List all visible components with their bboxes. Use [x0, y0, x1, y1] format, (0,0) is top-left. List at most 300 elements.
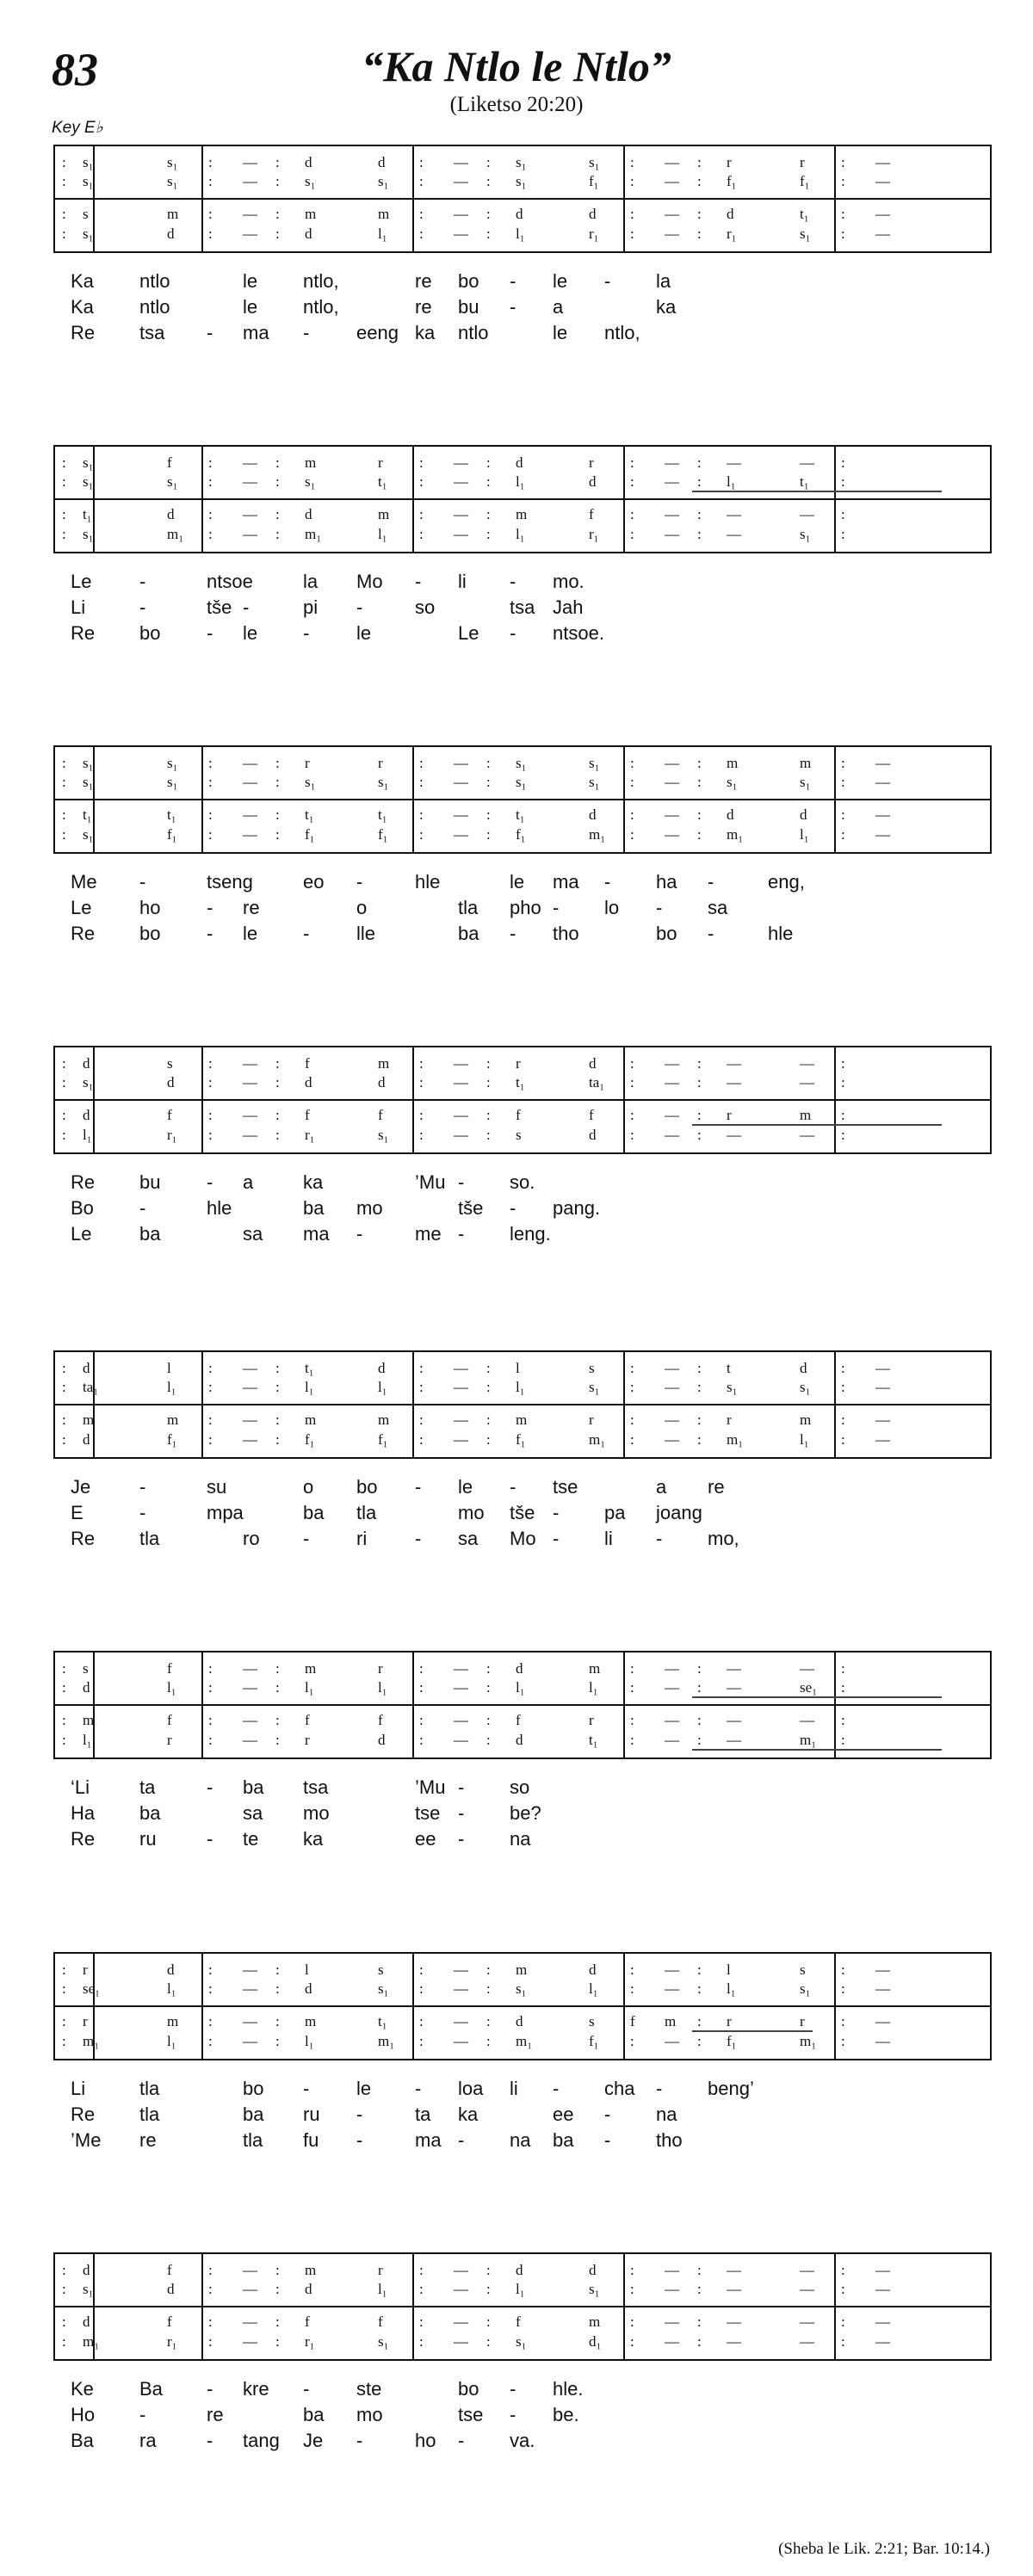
note-syllable: : — [208, 1074, 213, 1090]
note-syllable: — — [454, 206, 468, 222]
note-syllable: m — [305, 1660, 317, 1677]
note-syllable: : — [208, 2262, 213, 2278]
note-syllable: : — [486, 755, 491, 771]
note-syllable: : — [62, 506, 66, 522]
note-syllable: : — [841, 1074, 845, 1090]
note-syllable: : — [486, 1980, 491, 1997]
lyric-syllable: tse — [415, 1802, 441, 1824]
lyric-syllable: Ba — [139, 2378, 163, 2400]
note-syllable: : — [841, 2262, 845, 2278]
note-syllable: — — [243, 225, 257, 242]
note-syllable: r — [727, 2013, 732, 2029]
note-syllable: : — [697, 1412, 702, 1428]
note-syllable: : — [62, 1127, 66, 1143]
note-syllable: : — [697, 826, 702, 843]
note-syllable: se₁ — [800, 1679, 818, 1696]
lyric-line — [53, 2404, 992, 2430]
lyric-syllable: - — [139, 2404, 146, 2425]
note-syllable: m — [378, 1412, 390, 1428]
note-syllable: : — [208, 1379, 213, 1395]
note-syllable: — — [243, 173, 257, 189]
note-syllable: l₁ — [378, 225, 387, 242]
lyric-syllable: - — [553, 2078, 560, 2099]
lyric-syllable: - — [207, 2430, 213, 2451]
lyric-line — [53, 1502, 992, 1528]
note-syllable: — — [454, 1679, 468, 1696]
note-syllable: d — [83, 1679, 90, 1696]
note-syllable: — — [454, 1360, 468, 1376]
staff-box — [53, 745, 992, 854]
note-syllable: — — [454, 1980, 468, 1997]
note-syllable: d — [83, 1431, 90, 1448]
note-syllable: s₁ — [516, 154, 527, 170]
note-syllable: : — [486, 1055, 491, 1072]
note-syllable: : — [630, 826, 634, 843]
lyric-syllable: ka — [415, 322, 436, 343]
lyric-syllable: beng’ — [708, 2078, 754, 2099]
lyric-syllable: ma — [303, 1223, 330, 1245]
note-syllable: : — [630, 2262, 634, 2278]
note-syllable: : — [630, 1732, 634, 1748]
note-syllable: : — [841, 1127, 845, 1143]
lyric-syllable: Le — [71, 897, 92, 918]
note-syllable: : — [275, 1107, 280, 1123]
lyric-syllable: - — [207, 322, 213, 343]
note-syllable: : — [486, 2262, 491, 2278]
note-syllable: : — [697, 206, 702, 222]
lyric-syllable: Re — [71, 1828, 96, 1850]
lyric-syllable: - — [356, 2430, 363, 2451]
lyric-syllable: - — [139, 871, 146, 893]
note-syllable: : — [208, 1412, 213, 1428]
lyric-syllable: - — [604, 871, 611, 893]
note-syllable: f — [378, 1712, 383, 1728]
note-syllable: — — [875, 2033, 890, 2049]
note-syllable: : — [697, 1107, 702, 1123]
note-syllable: : — [841, 1961, 845, 1978]
note-syllable: — — [665, 173, 679, 189]
note-syllable: r — [727, 1412, 732, 1428]
lyric-syllable: a — [553, 296, 564, 318]
lyric-syllable: ba — [303, 1197, 325, 1219]
note-syllable: — — [454, 1412, 468, 1428]
note-syllable: — — [800, 1055, 814, 1072]
lyric-syllable: le — [356, 622, 372, 644]
note-syllable: : — [486, 806, 491, 823]
note-syllable: s₁ — [167, 774, 178, 790]
note-syllable: d — [800, 806, 807, 823]
note-syllable: f₁ — [167, 1431, 177, 1448]
note-syllable: — — [454, 1660, 468, 1677]
note-syllable: s₁ — [305, 774, 316, 790]
note-syllable: d — [378, 1360, 386, 1376]
note-syllable: — — [454, 1712, 468, 1728]
note-syllable: : — [841, 826, 845, 843]
note-syllable: s₁ — [167, 755, 178, 771]
lyric-syllable: re — [415, 270, 432, 292]
note-syllable: : — [486, 2281, 491, 2297]
lyric-syllable: - — [356, 2129, 363, 2151]
lyric-line — [53, 2129, 992, 2155]
note-syllable: s₁ — [305, 473, 316, 490]
lyric-syllable: be. — [553, 2404, 579, 2425]
lyric-syllable: - — [553, 1502, 560, 1523]
lyric-syllable: ’Mu — [415, 1776, 446, 1798]
note-syllable: r₁ — [727, 225, 737, 242]
note-syllable: : — [275, 1660, 280, 1677]
note-syllable: l₁ — [378, 1679, 387, 1696]
note-syllable: f — [305, 1055, 310, 1072]
note-syllable: r₁ — [167, 2333, 177, 2350]
note-syllable: r — [167, 1732, 172, 1748]
lyric-syllable: ste — [356, 2378, 382, 2400]
lyric-syllable: tho — [656, 2129, 683, 2151]
lyric-syllable: la — [656, 270, 671, 292]
tie-line — [692, 1696, 942, 1698]
lyric-syllable: o — [356, 897, 368, 918]
lyric-syllable: - — [303, 923, 310, 944]
note-syllable: s₁ — [83, 154, 94, 170]
lyric-syllable: hle — [768, 923, 794, 944]
lyric-syllable: - — [139, 596, 146, 618]
note-syllable: : — [208, 1660, 213, 1677]
lyric-syllable: a — [243, 1171, 254, 1193]
lyric-syllable: - — [458, 2129, 465, 2151]
note-syllable: s₁ — [83, 1074, 94, 1090]
note-syllable: d — [589, 1127, 597, 1143]
note-syllable: s — [167, 1055, 173, 1072]
lyric-syllable: le — [243, 270, 258, 292]
note-syllable: d — [589, 473, 597, 490]
note-syllable: : — [486, 454, 491, 471]
note-syllable: : — [275, 1379, 280, 1395]
note-syllable: : — [486, 1127, 491, 1143]
note-syllable: : — [841, 1107, 845, 1123]
note-syllable: — — [875, 1412, 890, 1428]
note-syllable: d — [727, 206, 734, 222]
note-syllable: s₁ — [516, 774, 527, 790]
staff-divider — [55, 1704, 990, 1706]
note-syllable: m — [800, 1107, 812, 1123]
staff-box — [53, 1046, 992, 1154]
note-syllable: : — [62, 1431, 66, 1448]
note-syllable: : — [275, 1431, 280, 1448]
note-syllable: f₁ — [305, 826, 315, 843]
lyric-syllable: bu — [458, 296, 479, 318]
note-syllable: m — [800, 1412, 812, 1428]
note-syllable: — — [800, 2333, 814, 2350]
lyric-line — [53, 596, 992, 622]
note-syllable: — — [454, 1431, 468, 1448]
note-syllable: : — [62, 1055, 66, 1072]
lyric-line — [53, 571, 992, 596]
lyric-syllable: tsa — [139, 322, 165, 343]
note-syllable: : — [275, 774, 280, 790]
note-syllable: : — [841, 225, 845, 242]
note-syllable: : — [419, 1074, 424, 1090]
note-syllable: d — [83, 1107, 90, 1123]
lyric-syllable: kre — [243, 2378, 269, 2400]
note-syllable: — — [243, 1412, 257, 1428]
note-syllable: r — [589, 1412, 594, 1428]
note-syllable: s₁ — [167, 154, 178, 170]
lyric-syllable: Ba — [71, 2430, 94, 2451]
note-syllable: — — [454, 506, 468, 522]
lyric-syllable: ra — [139, 2430, 157, 2451]
lyric-syllable: - — [303, 1528, 310, 1549]
note-syllable: d — [516, 2262, 523, 2278]
note-syllable: r — [378, 454, 383, 471]
note-syllable: r₁ — [305, 2333, 315, 2350]
note-syllable: d — [305, 154, 312, 170]
note-syllable: m — [378, 1055, 390, 1072]
note-syllable: l₁ — [589, 1679, 598, 1696]
note-syllable: — — [243, 755, 257, 771]
lyric-syllable: - — [356, 596, 363, 618]
lyric-syllable: - — [356, 871, 363, 893]
note-syllable: t₁ — [800, 473, 809, 490]
lyric-syllable: mo, — [708, 1528, 739, 1549]
note-syllable: : — [275, 2333, 280, 2350]
note-syllable: : — [630, 2333, 634, 2350]
note-syllable: : — [697, 1431, 702, 1448]
lyric-syllable: - — [510, 622, 516, 644]
note-syllable: — — [454, 1732, 468, 1748]
note-syllable: l₁ — [378, 2281, 387, 2297]
note-syllable: m — [800, 755, 812, 771]
note-syllable: m₁ — [589, 826, 606, 843]
note-syllable: s₁ — [800, 1980, 811, 1997]
note-syllable: — — [875, 774, 890, 790]
note-syllable: : — [486, 2313, 491, 2330]
lyric-syllable: bo — [458, 270, 479, 292]
note-syllable: : — [486, 1379, 491, 1395]
lyric-syllable: ba — [303, 2404, 325, 2425]
note-syllable: — — [454, 755, 468, 771]
note-syllable: — — [665, 225, 679, 242]
note-syllable: : — [486, 774, 491, 790]
lyric-syllable: tla — [139, 2103, 160, 2125]
note-syllable: f — [167, 2262, 172, 2278]
note-syllable: m — [516, 506, 528, 522]
lyric-syllable: - — [303, 322, 310, 343]
note-syllable: : — [62, 755, 66, 771]
note-syllable: : — [419, 1360, 424, 1376]
note-syllable: : — [841, 473, 845, 490]
note-syllable: m₁ — [83, 2033, 100, 2049]
lyric-syllable: be? — [510, 1802, 541, 1824]
note-syllable: d — [83, 2313, 90, 2330]
lyric-syllable: ‘Li — [71, 1776, 90, 1798]
note-syllable: : — [630, 1679, 634, 1696]
lyric-syllable: eeng — [356, 322, 399, 343]
staff-divider — [55, 198, 990, 200]
note-syllable: : — [841, 1712, 845, 1728]
lyric-line — [53, 1476, 992, 1502]
note-syllable: s₁ — [727, 1379, 738, 1395]
note-syllable: — — [665, 473, 679, 490]
staff-box — [53, 2252, 992, 2361]
note-syllable: — — [454, 774, 468, 790]
lyric-syllable: a — [656, 1476, 667, 1498]
lyric-syllable: mo — [303, 1802, 330, 1824]
note-syllable: : — [486, 1074, 491, 1090]
note-syllable: : — [486, 154, 491, 170]
note-syllable: — — [454, 173, 468, 189]
note-syllable: s₁ — [378, 1980, 389, 1997]
note-syllable: t₁ — [378, 2013, 387, 2029]
note-syllable: : — [841, 454, 845, 471]
note-syllable: f₁ — [378, 826, 388, 843]
note-syllable: : — [630, 2033, 634, 2049]
lyric-syllable: le — [510, 871, 525, 893]
note-syllable: : — [697, 806, 702, 823]
note-syllable: : — [275, 2033, 280, 2049]
note-syllable: : — [630, 1412, 634, 1428]
note-syllable: : — [697, 1712, 702, 1728]
note-syllable: : — [630, 1712, 634, 1728]
note-syllable: : — [275, 2313, 280, 2330]
note-syllable: m₁ — [378, 2033, 395, 2049]
lyric-syllable: ba — [243, 2103, 264, 2125]
note-syllable: r — [378, 2262, 383, 2278]
note-syllable: : — [486, 2033, 491, 2049]
note-syllable: : — [630, 1074, 634, 1090]
note-syllable: : — [419, 2333, 424, 2350]
lyric-syllable: ba — [139, 1802, 161, 1824]
note-syllable: : — [275, 1961, 280, 1978]
note-syllable: t₁ — [800, 206, 809, 222]
note-syllable: s₁ — [589, 774, 600, 790]
note-syllable: m — [516, 1412, 528, 1428]
note-syllable: : — [275, 806, 280, 823]
hymn-title: “Ka Ntlo le Ntlo” — [362, 42, 671, 90]
note-syllable: : — [697, 473, 702, 490]
note-syllable: s₁ — [83, 173, 94, 189]
lyrics-block — [53, 270, 992, 348]
note-syllable: : — [62, 1679, 66, 1696]
note-syllable: : — [630, 806, 634, 823]
note-syllable: : — [62, 454, 66, 471]
note-syllable: : — [208, 1732, 213, 1748]
lyric-syllable: joang — [656, 1502, 702, 1523]
lyric-syllable: cha — [604, 2078, 635, 2099]
lyric-syllable: bo — [458, 2378, 479, 2400]
note-syllable: — — [665, 2281, 679, 2297]
note-syllable: : — [62, 1379, 66, 1395]
note-syllable: : — [62, 1660, 66, 1677]
lyric-syllable: sa — [243, 1802, 263, 1824]
note-syllable: — — [875, 826, 890, 843]
note-syllable: m₁ — [83, 2333, 100, 2350]
note-syllable: : — [419, 826, 424, 843]
note-syllable: — — [665, 2262, 679, 2278]
lyric-syllable: la — [303, 571, 319, 592]
note-syllable: : — [208, 826, 213, 843]
note-syllable: m — [167, 206, 179, 222]
staff-box — [53, 1350, 992, 1459]
note-syllable: : — [62, 2313, 66, 2330]
note-syllable: l₁ — [305, 2033, 314, 2049]
note-syllable: : — [62, 2262, 66, 2278]
lyric-syllable: ma — [415, 2129, 442, 2151]
note-syllable: : — [841, 1732, 845, 1748]
lyric-line — [53, 2103, 992, 2129]
note-syllable: d — [167, 225, 175, 242]
lyric-syllable: - — [139, 1502, 146, 1523]
staff-box — [53, 1651, 992, 1759]
note-syllable: — — [665, 1980, 679, 1997]
note-syllable: : — [630, 454, 634, 471]
note-syllable: : — [419, 1107, 424, 1123]
note-syllable: : — [841, 774, 845, 790]
lyric-syllable: - — [458, 1776, 465, 1798]
note-syllable: : — [275, 1732, 280, 1748]
note-syllable: — — [665, 1360, 679, 1376]
note-syllable: : — [62, 806, 66, 823]
note-syllable: — — [454, 806, 468, 823]
lyric-syllable: eo — [303, 871, 325, 893]
note-syllable: — — [243, 1431, 257, 1448]
note-syllable: — — [243, 154, 257, 170]
lyric-syllable: mo. — [553, 571, 585, 592]
note-syllable: m₁ — [516, 2033, 533, 2049]
staff-divider — [55, 2005, 990, 2007]
note-syllable: m — [83, 1412, 95, 1428]
lyric-syllable: o — [303, 1476, 314, 1498]
lyric-syllable: re — [708, 1476, 725, 1498]
lyric-syllable: li — [458, 571, 467, 592]
note-syllable: : — [275, 1980, 280, 1997]
note-syllable: : — [697, 2281, 702, 2297]
lyric-syllable: re — [415, 296, 432, 318]
lyric-syllable: Ho — [71, 2404, 96, 2425]
note-syllable: : — [697, 1660, 702, 1677]
note-syllable: — — [800, 454, 814, 471]
note-syllable: — — [800, 506, 814, 522]
note-syllable: s₁ — [378, 1127, 389, 1143]
lyric-syllable: lle — [356, 923, 376, 944]
note-syllable: : — [62, 173, 66, 189]
note-syllable: m — [305, 1412, 317, 1428]
lyric-syllable: bo — [656, 923, 677, 944]
note-syllable: f — [378, 1107, 383, 1123]
lyrics-block — [53, 1171, 992, 1249]
note-syllable: — — [454, 1055, 468, 1072]
note-syllable: — — [243, 774, 257, 790]
note-syllable: s₁ — [378, 2333, 389, 2350]
note-syllable: : — [697, 173, 702, 189]
note-syllable: f — [167, 1660, 172, 1677]
note-syllable: : — [62, 1980, 66, 1997]
lyric-line — [53, 1802, 992, 1828]
lyrics-block — [53, 2078, 992, 2155]
note-syllable: t — [727, 1360, 731, 1376]
note-syllable: : — [841, 806, 845, 823]
note-syllable: : — [630, 206, 634, 222]
lyric-syllable: tše — [458, 1197, 484, 1219]
lyric-syllable: na — [510, 1828, 531, 1850]
note-syllable: — — [243, 2033, 257, 2049]
note-syllable: : — [275, 506, 280, 522]
note-syllable: — — [243, 473, 257, 490]
note-syllable: s — [589, 1360, 595, 1376]
lyric-syllable: ’Me — [71, 2129, 102, 2151]
note-syllable: d — [516, 1732, 523, 1748]
note-syllable: — — [454, 826, 468, 843]
note-syllable: — — [243, 1732, 257, 1748]
note-syllable: : — [62, 2013, 66, 2029]
